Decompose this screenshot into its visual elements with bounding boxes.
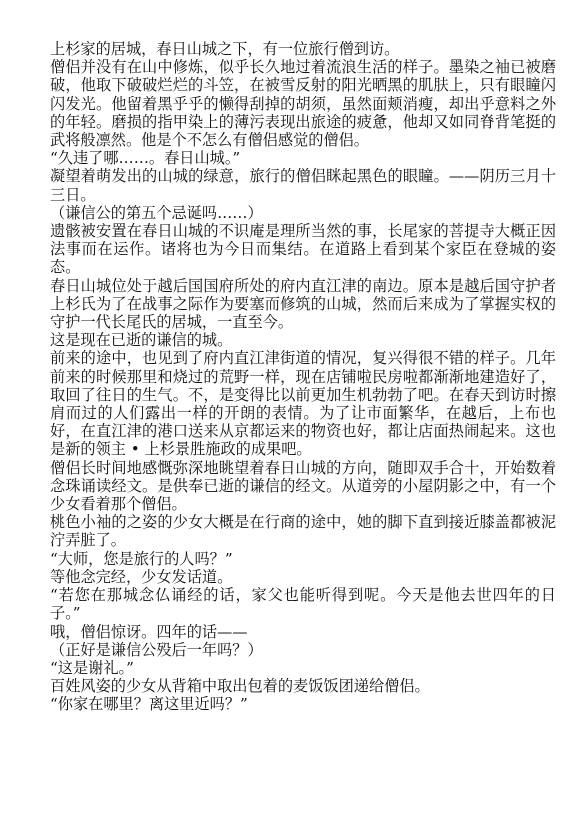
- paragraph: 前来的途中，也见到了府内直江津街道的情况，复兴得很不错的样子。几年前来的时候那里和烧过的荒野一样，现在店铺啦民房啦都渐渐地建造好了，取回了往日的生气。不，是变得比以前更加生机勃勃了吧。在春天到访时擦肩而过的人们露出一样的开朗的表情。为了让市面繁华，在越后，上布也好，在直江津的港口送来从京都运来的物资也好，都让店面热闹起来。这也是新的领主 • 上杉景胜施政的成果吧。: [50, 349, 556, 459]
- paragraph: （正好是谦信公殁后一年吗？）: [50, 640, 263, 659]
- paragraph: “这是谢礼。”: [50, 658, 134, 677]
- paragraph: “若您在那城念仏诵经的话，家父也能听得到呢。今天是他去世四年的日子。”: [50, 586, 556, 623]
- paragraph: （谦信公的第五个忌诞吗……）: [50, 203, 263, 222]
- paragraph: “你家在哪里？离这里近吗？”: [50, 695, 248, 714]
- paragraph: 上杉家的居城，春日山城之下，有一位旅行僧到访。: [50, 40, 400, 58]
- paragraph: 哦，僧侣惊讶。四年的话——: [50, 622, 248, 641]
- paragraph: “久违了哪……。春日山城。”: [50, 149, 241, 168]
- paragraph: 春日山城位处于越后国国府所处的府内直江津的南边。原本是越后国守护者上杉氏为了在战事之际作为要塞而修筑的山城，然而后来成为了掌握实权的守护一代长尾氏的居城，一直至今。: [50, 276, 556, 332]
- paragraph: 遗骸被安置在春日山城的不识庵是理所当然的事，长尾家的菩提寺大概正因法事而在运作。诸将也为今日而集结。在道路上看到某个家臣在登城的姿态。: [50, 222, 556, 277]
- paragraph: 这是现在已逝的谦信的城。: [50, 331, 233, 350]
- paragraph: 等他念完经，少女发话道。: [50, 567, 233, 586]
- document-page: [50, 40, 556, 714]
- paragraph: 百姓风姿的少女从背箱中取出包着的麦饭饭团递给僧侣。: [50, 677, 430, 696]
- paragraph: “大师，您是旅行的人吗？”: [50, 549, 233, 568]
- paragraph: 僧侣并没有在山中修炼，似乎长久地过着流浪生活的样子。墨染之袖已被磨破，他取下破破烂烂的斗笠，在被雪反射的阳光晒黑的肌肤上，只有眼瞳闪闪发光。他留着黑乎乎的懒得刮掉的胡须，虽然面颊消瘦，却出乎意料之外的年轻。磨损的指甲染上的薄污表现出旅途的疲惫，他却又如同脊背笔挺的武将般凛然。他是个不怎么有僧侣感觉的僧侣。: [50, 58, 556, 150]
- paragraph: 桃色小袖的之姿的少女大概是在行商的途中，她的脚下直到接近膝盖都被泥泞弄脏了。: [50, 513, 556, 550]
- paragraph: 凝望着萌发出的山城的绿意，旅行的僧侣眯起黑色的眼瞳。——阴历三月十三日。: [50, 167, 556, 204]
- paragraph: 僧侣长时间地感慨弥深地眺望着春日山城的方向，随即双手合十，开始数着念珠诵读经文。是供奉已逝的谦信的经文。从道旁的小屋阴影之中，有一个少女看着那个僧侣。: [50, 458, 556, 514]
